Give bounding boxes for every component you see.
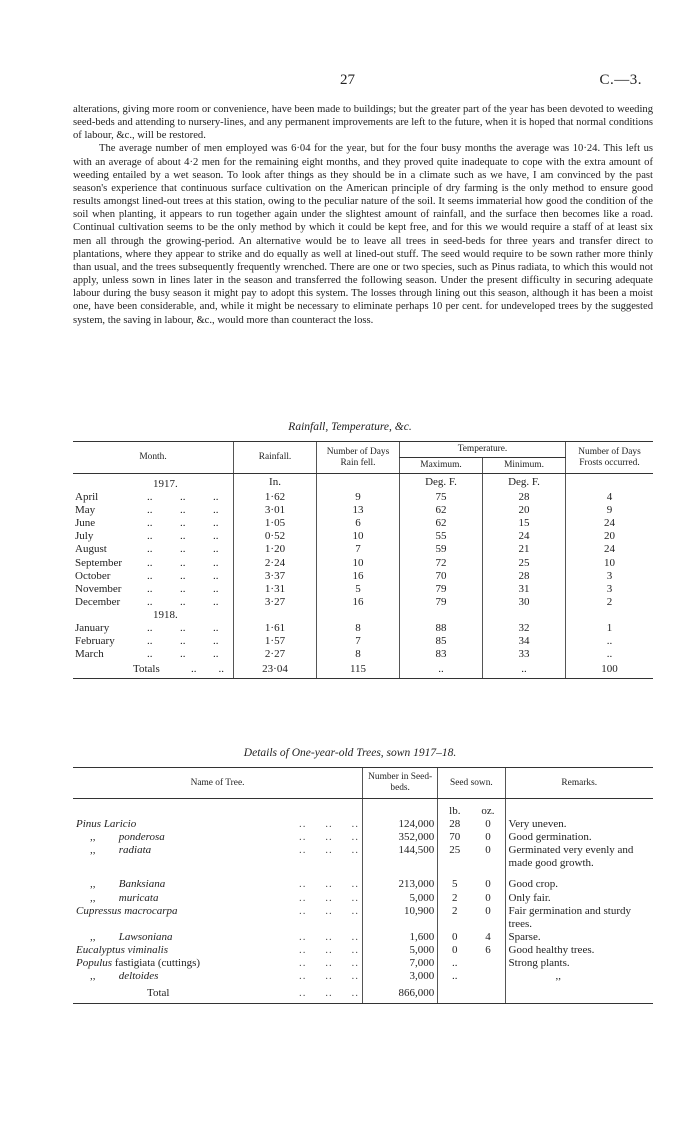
- leader-dots: .. ..: [191, 663, 224, 676]
- seed-lb: 25: [438, 844, 472, 870]
- days-rain-value: 8: [317, 622, 400, 635]
- rainfall-row: [73, 635, 653, 648]
- max-temp-value: 79: [400, 583, 483, 596]
- rainfall-value: 1·61: [234, 622, 317, 635]
- frosts-value: ..: [566, 635, 654, 648]
- paragraph-2: The average number of men employed was 6·04 for the year, but for the four busy months the average was 10·24. This left us with an average of about 4·2 men for the remaining eight months, and they proved quite inadequate to cope with the extra amount of weeding entailed by a wet season. To look after things as they should be in a climate such as we have, I am convinced by the past season's experience that continuous surface cultivation on the American principle of dry farming is the only method to ensure good results amongst lined-out trees at this station, owing to the peculiar nature of the soil. It seems immaterial how good the condition of the soil when planting, it appears to run together again under the slightest amount of rainfall, and the surface then becomes like a road. Continual cultivation seems to be the only method by which it could be kept free, and for this we would require a staff of at least six men all through the growing-period. An alternative would be to leave all trees in seed-beds for three years and transfer direct to plantations, where they appear to strike and do equally as well at lined-out stuff. The seed would require to be sown rather more thinly than usual, and the trees subsequently frequently wrenched. There are one or two species, such as Pinus radiata, to which this would not apply, unless sown in lines later in the season and transferred the following season. Under the present difficulty in securing adequate labour during the busy season it might pay to adopt this system. The losses through lining out this season, although it has been a moist one, have been considerable, and, while it might be necessary to eliminate perhaps 10 per cent. for undeveloped trees by the suggested system, the saving in labour, &c., would more than counteract the loss.: [73, 143, 653, 326]
- tree-row: [73, 931, 653, 944]
- tree-species: Banksiana: [118, 878, 166, 891]
- seedbed-count: 124,000: [363, 818, 438, 831]
- seed-lb: 0: [438, 944, 472, 957]
- units-spacer-c: [363, 799, 438, 819]
- rainfall-row: [73, 583, 653, 596]
- frosts-value: 2: [566, 596, 654, 609]
- tree-name-cell: [73, 870, 296, 891]
- days-rain-value: 7: [317, 543, 400, 556]
- tree-species: fastigiata (cuttings): [114, 957, 201, 970]
- seed-lb: 70: [438, 831, 472, 844]
- tree-remarks: Good healthy trees.: [505, 944, 653, 957]
- month-name: November: [75, 582, 122, 595]
- trees-table: [73, 767, 653, 1004]
- rainfall-row: [73, 504, 653, 517]
- min-temp-value: 20: [483, 504, 566, 517]
- min-temp-value: 15: [483, 517, 566, 530]
- seed-lb: 5: [438, 870, 472, 891]
- month-name: May: [75, 504, 96, 517]
- rainfall-row: [73, 596, 653, 609]
- min-temp-value: 28: [483, 570, 566, 583]
- rainfall-table: [73, 441, 653, 679]
- seedbed-count: 1,600: [363, 931, 438, 944]
- seed-lb: 28: [438, 818, 472, 831]
- month-cell: [73, 530, 234, 543]
- col-days-rain: Number of Days Rain fell.: [317, 442, 400, 474]
- totals-row: [73, 661, 653, 679]
- month-name: April: [75, 491, 99, 504]
- month-cell: [73, 543, 234, 556]
- leader-dots: .. .. ..: [147, 517, 219, 530]
- rainfall-row: [73, 491, 653, 504]
- seedbed-count: 144,500: [363, 844, 438, 870]
- tree-name-cell: [73, 944, 296, 957]
- min-temp-value: 24: [483, 530, 566, 543]
- rainfall-row: [73, 570, 653, 583]
- leader-dots: .. .. ..: [147, 569, 219, 582]
- leader-dots: .. .. ..: [147, 530, 219, 543]
- leader-dots: .. .. ..: [299, 970, 360, 983]
- year-1918-label: 1918.: [153, 608, 178, 621]
- units-spacer-a: [73, 799, 296, 819]
- body-text: [73, 103, 653, 327]
- frosts-value: 3: [566, 583, 654, 596]
- total-min: ..: [483, 661, 566, 679]
- rainfall-row: [73, 622, 653, 635]
- min-temp-value: 32: [483, 622, 566, 635]
- year-1918-blank-d: [483, 609, 566, 622]
- month-cell: [73, 570, 234, 583]
- trees-total-number: 866,000: [363, 983, 438, 1004]
- leader-dots: .. .. ..: [299, 818, 360, 831]
- days-rain-value: 6: [317, 517, 400, 530]
- unit-rainfall: In.: [234, 474, 317, 492]
- rainfall-row: [73, 648, 653, 661]
- tree-remarks: Only fair.: [505, 892, 653, 905]
- tree-remarks: Germinated very evenly and made good growth.: [505, 844, 653, 870]
- seed-lb: ..: [438, 970, 472, 983]
- leader-dots: .. .. ..: [299, 943, 360, 956]
- col-temperature: Temperature.: [400, 442, 566, 458]
- leader-dots: .. .. ..: [299, 844, 360, 857]
- rainfall-value: 1·05: [234, 517, 317, 530]
- days-rain-value: 13: [317, 504, 400, 517]
- rainfall-value: 1·62: [234, 491, 317, 504]
- days-rain-value: 16: [317, 596, 400, 609]
- tree-genus: ,,: [90, 878, 96, 891]
- days-rain-value: 5: [317, 583, 400, 596]
- tree-remarks: Strong plants.: [505, 957, 653, 970]
- days-rain-value: 10: [317, 530, 400, 543]
- frosts-value: 4: [566, 491, 654, 504]
- seed-lb: 2: [438, 892, 472, 905]
- units-spacer-d: [505, 799, 653, 819]
- rainfall-value: 2·27: [234, 648, 317, 661]
- tree-remarks: Sparse.: [505, 931, 653, 944]
- month-cell: [73, 504, 234, 517]
- trees-table-title: Details of One-year-old Trees, sown 1917–18.: [243, 747, 457, 759]
- tree-row: [73, 905, 653, 931]
- frosts-value: 10: [566, 557, 654, 570]
- total-rainfall: 23·04: [234, 661, 317, 679]
- month-cell: [73, 635, 234, 648]
- month-cell: [73, 596, 234, 609]
- tree-row: [73, 831, 653, 844]
- max-temp-value: 62: [400, 517, 483, 530]
- year-1918-blank-e: [566, 609, 654, 622]
- leader-dots: .. .. ..: [299, 831, 360, 844]
- tree-genus: ,,: [90, 930, 96, 943]
- max-temp-value: 72: [400, 557, 483, 570]
- unit-days: [317, 474, 400, 492]
- leader-dots: .. .. ..: [147, 595, 219, 608]
- col-minimum: Minimum.: [483, 458, 566, 474]
- tree-name-cell: [73, 931, 296, 944]
- seed-oz: 0: [485, 844, 491, 857]
- document-reference: C.—3.: [599, 72, 642, 88]
- rainfall-row: [73, 543, 653, 556]
- max-temp-value: 75: [400, 491, 483, 504]
- seedbed-count: 3,000: [363, 970, 438, 983]
- min-temp-value: 30: [483, 596, 566, 609]
- tree-row: [73, 892, 653, 905]
- rainfall-value: 3·37: [234, 570, 317, 583]
- tree-species: Lawsoniana: [118, 930, 173, 943]
- leader-dots: .. .. ..: [147, 491, 219, 504]
- min-temp-value: 21: [483, 543, 566, 556]
- month-cell: [73, 557, 234, 570]
- total-frosts: 100: [566, 661, 654, 679]
- rainfall-value: 1·20: [234, 543, 317, 556]
- leader-dots: .. .. ..: [299, 957, 360, 970]
- seed-oz: 0: [485, 904, 491, 917]
- min-temp-value: 31: [483, 583, 566, 596]
- rainfall-value: 1·31: [234, 583, 317, 596]
- seed-oz: 0: [485, 891, 491, 904]
- month-name: January: [75, 622, 110, 635]
- month-cell: [73, 622, 234, 635]
- max-temp-value: 62: [400, 504, 483, 517]
- frosts-value: 24: [566, 517, 654, 530]
- max-temp-value: 88: [400, 622, 483, 635]
- leader-dots: .. .. ..: [147, 582, 219, 595]
- tree-genus: ,,: [90, 970, 96, 983]
- max-temp-value: 55: [400, 530, 483, 543]
- month-name: October: [75, 569, 111, 582]
- frosts-value: 24: [566, 543, 654, 556]
- tree-name-cell: [73, 905, 296, 931]
- seed-oz: 6: [485, 943, 491, 956]
- tree-genus: ,,: [90, 831, 96, 844]
- unit-oz: oz.: [481, 805, 495, 817]
- rainfall-row: [73, 557, 653, 570]
- month-name: February: [75, 635, 115, 648]
- month-cell: [73, 648, 234, 661]
- tree-species: deltoides: [118, 970, 159, 983]
- rainfall-value: 0·52: [234, 530, 317, 543]
- total-blank-oz: [471, 983, 505, 1004]
- tree-species: macrocarpa: [124, 904, 178, 917]
- seedbed-count: 10,900: [363, 905, 438, 931]
- leader-dots: .. .. ..: [147, 622, 219, 635]
- seed-oz: [471, 957, 505, 970]
- year-1918-blank-b: [317, 609, 400, 622]
- leader-dots: .. .. ..: [147, 648, 219, 661]
- col-rainfall: Rainfall.: [234, 442, 317, 474]
- col-frosts: Number of Days Frosts occurred.: [566, 442, 654, 474]
- tree-species: muricata: [118, 891, 159, 904]
- tree-row: [73, 970, 653, 983]
- unit-frosts: [566, 474, 654, 492]
- tree-name-cell: [73, 818, 296, 831]
- min-temp-value: 25: [483, 557, 566, 570]
- seedbed-count: 213,000: [363, 870, 438, 891]
- col-maximum: Maximum.: [400, 458, 483, 474]
- frosts-value: 3: [566, 570, 654, 583]
- unit-minimum: Deg. F.: [483, 474, 566, 492]
- rainfall-value: 3·01: [234, 504, 317, 517]
- days-rain-value: 9: [317, 491, 400, 504]
- trees-total-row: [73, 983, 653, 1004]
- rainfall-row: [73, 517, 653, 530]
- leader-dots: .. .. ..: [299, 878, 360, 891]
- tree-genus: Cupressus: [76, 904, 122, 917]
- seedbed-count: 352,000: [363, 831, 438, 844]
- max-temp-value: 83: [400, 648, 483, 661]
- leader-dots: .. .. ..: [147, 543, 219, 556]
- tree-remarks: ,,: [505, 970, 653, 983]
- rainfall-value: 2·24: [234, 557, 317, 570]
- unit-lb: lb.: [438, 799, 472, 819]
- rainfall-value: 3·27: [234, 596, 317, 609]
- rainfall-value: 1·57: [234, 635, 317, 648]
- month-name: December: [75, 595, 121, 608]
- rainfall-row: [73, 530, 653, 543]
- month-name: July: [75, 530, 94, 543]
- tree-remarks: Very uneven.: [505, 818, 653, 831]
- page-number: 27: [340, 72, 355, 88]
- seedbed-count: 7,000: [363, 957, 438, 970]
- tree-genus: Pinus: [76, 818, 102, 831]
- tree-row: [73, 870, 653, 891]
- seed-oz: 0: [485, 878, 491, 891]
- leader-dots: .. .. ..: [299, 891, 360, 904]
- tree-genus: Populus: [76, 957, 113, 970]
- tree-species: Laricio: [103, 818, 137, 831]
- totals-label: Totals: [133, 663, 160, 676]
- year-1917-label: 1917.: [153, 478, 178, 490]
- leader-dots: .. .. ..: [299, 904, 360, 917]
- unit-maximum: Deg. F.: [400, 474, 483, 492]
- leader-dots: .. .. ..: [147, 556, 219, 569]
- tree-genus: Eucalyptus: [76, 943, 125, 956]
- days-rain-value: 7: [317, 635, 400, 648]
- tree-row: [73, 844, 653, 870]
- leader-dots: .. .. ..: [147, 504, 219, 517]
- seed-oz: 0: [485, 831, 491, 844]
- min-temp-value: 33: [483, 648, 566, 661]
- days-rain-value: 10: [317, 557, 400, 570]
- month-name: August: [75, 543, 107, 556]
- leader-dots: .. .. ..: [147, 635, 219, 648]
- tree-remarks: Good crop.: [505, 870, 653, 891]
- tree-species: ponderosa: [118, 831, 165, 844]
- col-seed: Seed sown.: [438, 768, 505, 799]
- frosts-value: 1: [566, 622, 654, 635]
- tree-row: [73, 957, 653, 970]
- total-blank-remarks: [505, 983, 653, 1004]
- units-spacer-b: [296, 799, 363, 819]
- total-blank-lb: [438, 983, 472, 1004]
- min-temp-value: 28: [483, 491, 566, 504]
- seedbed-count: 5,000: [363, 892, 438, 905]
- max-temp-value: 85: [400, 635, 483, 648]
- seed-lb: ..: [438, 957, 472, 970]
- month-cell: [73, 491, 234, 504]
- max-temp-value: 70: [400, 570, 483, 583]
- leader-dots: .. .. ..: [296, 983, 363, 1004]
- totals-cell: [73, 661, 234, 679]
- tree-species: viminalis: [127, 943, 168, 956]
- seed-lb: 0: [438, 931, 472, 944]
- tree-genus: ,,: [90, 844, 96, 857]
- month-name: March: [75, 648, 104, 661]
- days-rain-value: 16: [317, 570, 400, 583]
- tree-row: [73, 944, 653, 957]
- tree-row: [73, 818, 653, 831]
- days-rain-value: 8: [317, 648, 400, 661]
- rainfall-table-title: Rainfall, Temperature, &c.: [288, 421, 412, 433]
- leader-dots: .. .. ..: [299, 930, 360, 943]
- max-temp-value: 59: [400, 543, 483, 556]
- tree-name-cell: [73, 957, 296, 970]
- year-1918-blank-c: [400, 609, 483, 622]
- total-days: 115: [317, 661, 400, 679]
- col-number: Number in Seed-beds.: [363, 768, 438, 799]
- col-remarks: Remarks.: [505, 768, 653, 799]
- tree-genus: ,,: [90, 891, 96, 904]
- tree-species: radiata: [118, 844, 152, 857]
- seedbed-count: 5,000: [363, 944, 438, 957]
- max-temp-value: 79: [400, 596, 483, 609]
- tree-remarks: Good germination.: [505, 831, 653, 844]
- seed-oz: [471, 970, 505, 983]
- seed-units-row: [73, 799, 653, 819]
- year-1918: [73, 609, 653, 622]
- month-cell: [73, 583, 234, 596]
- seed-oz: 0: [485, 818, 491, 831]
- month-name: September: [75, 556, 123, 569]
- tree-name-cell: [73, 892, 296, 905]
- page-header: [0, 72, 700, 92]
- paragraph-1: alterations, giving more room or convenience, have been made to buildings; but the greater part of the year has been devoted to weeding seed-beds and attending to nursery-lines, and any permanent improvements are left to the future, when it is hoped that normal conditions of labour, &c., will be restored.: [73, 104, 653, 142]
- units-row: [73, 474, 653, 492]
- seed-oz: 4: [485, 930, 491, 943]
- total-max: ..: [400, 661, 483, 679]
- tree-name-cell: [73, 831, 296, 844]
- min-temp-value: 34: [483, 635, 566, 648]
- frosts-value: 9: [566, 504, 654, 517]
- tree-name-cell: [73, 970, 296, 983]
- month-name: June: [75, 517, 96, 530]
- tree-name-cell: [73, 844, 296, 870]
- trees-total-label: Total: [73, 983, 296, 1004]
- trees-table-body: [73, 799, 653, 1004]
- col-month: Month.: [73, 442, 234, 474]
- year-1918-blank-a: [234, 609, 317, 622]
- col-name: Name of Tree.: [73, 768, 363, 799]
- frosts-value: 20: [566, 530, 654, 543]
- rainfall-table-body: [73, 474, 653, 679]
- seed-lb: 2: [438, 905, 472, 931]
- month-cell: [73, 517, 234, 530]
- tree-remarks: Fair germination and sturdy trees.: [505, 905, 653, 931]
- frosts-value: ..: [566, 648, 654, 661]
